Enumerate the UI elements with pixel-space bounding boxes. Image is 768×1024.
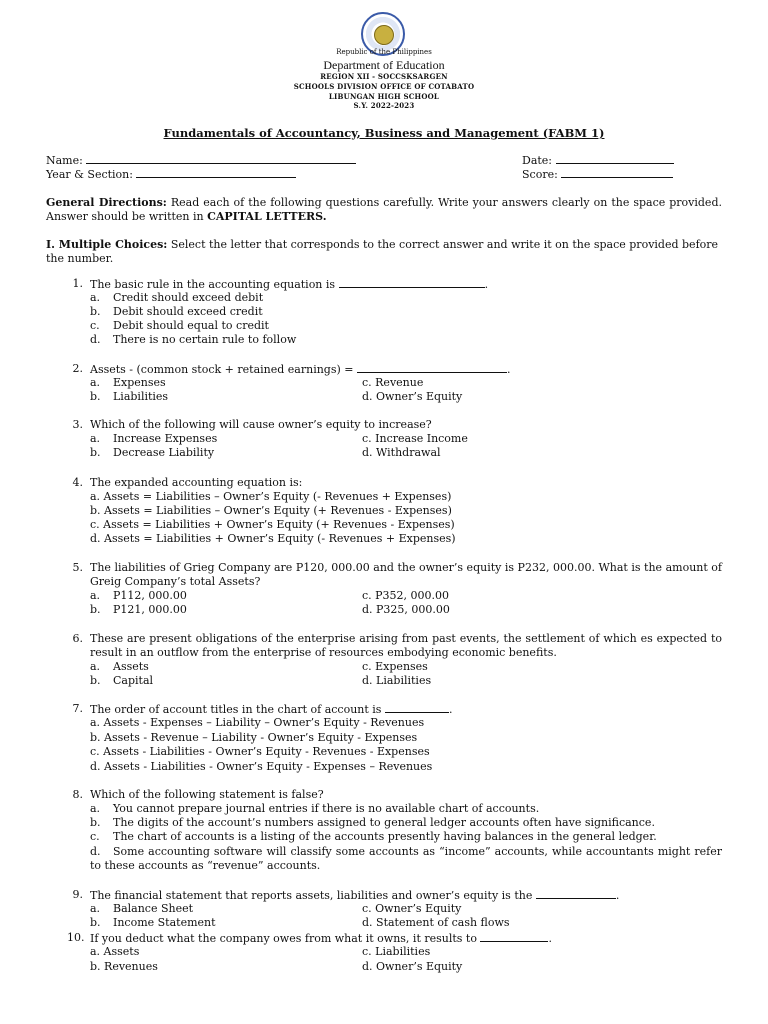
answer-option: d. Statement of cash flows <box>362 916 510 929</box>
answer-option: d. Assets - Liabilities - Owner’s Equity - Expenses – Revenues <box>90 760 433 773</box>
question-number: 4. <box>72 476 83 489</box>
answer-option: b. The digits of the account’s numbers assigned to general ledger accounts often have significance. <box>90 816 655 829</box>
answer-option: a. Assets <box>90 945 140 958</box>
answer-option: c. Liabilities <box>362 945 431 958</box>
question-stem: The financial statement that reports assets, liabilities and owner’s equity is the <box>90 889 533 902</box>
name-field[interactable] <box>46 153 356 167</box>
answer-option: c. Debit should equal to credit <box>90 319 269 332</box>
answer-option: c. Increase Income <box>362 432 468 445</box>
directions-text: Read each of the following questions carefully. Write your answers clearly on the space provided. Answer should be written in <box>46 196 722 223</box>
year-section-label: Year & Section: <box>46 168 133 181</box>
question-text <box>90 418 722 432</box>
general-directions <box>46 196 722 224</box>
answer-option: b. P121, 000.00 <box>90 603 187 616</box>
question-number: 8. <box>72 788 83 801</box>
exam-title: Fundamentals of Accountancy, Business and Management (FABM 1) <box>163 126 605 140</box>
answer-option: d. Assets = Liabilities + Owner’s Equity (- Revenues + Expenses) <box>90 532 456 545</box>
question-text <box>90 931 722 946</box>
directions-emphasis: CAPITAL LETTERS. <box>207 210 327 223</box>
question-stem: The expanded accounting equation is: <box>90 476 303 489</box>
year-section-field[interactable] <box>46 167 296 181</box>
question-number: 2. <box>72 362 83 375</box>
answer-option: a. Increase Expenses <box>90 432 218 445</box>
answer-blank[interactable] <box>480 931 548 942</box>
question-end-punctuation: . <box>506 363 511 376</box>
school-heading: LIBUNGAN HIGH SCHOOL <box>328 92 440 101</box>
answer-option: a. Assets <box>90 660 149 673</box>
question-number: 5. <box>72 561 83 574</box>
question-end-punctuation: . <box>448 703 453 716</box>
question-stem: Assets - (common stock + retained earnings) = <box>90 363 354 376</box>
year-section-blank[interactable] <box>136 167 296 178</box>
answer-option: d. Liabilities <box>362 674 432 687</box>
answer-option: d. Some accounting software will classify some accounts as “income” accounts, while accountants might refer to these accounts as “revenue” accounts. <box>90 845 722 872</box>
answer-option: a. Credit should exceed debit <box>90 291 264 304</box>
question-number: 1. <box>72 277 83 290</box>
answer-blank[interactable] <box>385 702 449 713</box>
section-instructions <box>46 238 722 266</box>
name-blank[interactable] <box>86 153 356 164</box>
question-text <box>90 702 722 717</box>
department-heading: Department of Education <box>323 58 445 72</box>
answer-option: c. Assets - Liabilities - Owner’s Equity - Revenues - Expenses <box>90 745 430 758</box>
answer-option: b. Assets = Liabilities – Owner’s Equity (+ Revenues - Expenses) <box>90 504 452 517</box>
question-stem: These are present obligations of the enterprise arising from past events, the settlement of which es expected to result in an outflow from the enterprise of resources embodying economic benefits. <box>90 632 722 659</box>
answer-option: a. Expenses <box>90 376 166 389</box>
answer-option: b. Assets - Revenue – Liability - Owner’s Equity - Expenses <box>90 731 418 744</box>
answer-option: c. The chart of accounts is a listing of the accounts presently having balances in the general ledger. <box>90 830 657 843</box>
section-text: Select the letter that corresponds to the correct answer and write it on the space provided before the number. <box>46 238 719 265</box>
question-number: 3. <box>72 418 83 431</box>
answer-option: a. You cannot prepare journal entries if there is no available chart of accounts. <box>90 802 540 815</box>
answer-option: a. P112, 000.00 <box>90 589 187 602</box>
answer-option: c. Assets = Liabilities + Owner’s Equity (+ Revenues - Expenses) <box>90 518 455 531</box>
answer-option: d. P325, 000.00 <box>362 603 450 616</box>
question-number: 7. <box>72 702 83 715</box>
question-text <box>90 788 722 802</box>
answer-option: b. Decrease Liability <box>90 446 215 459</box>
question-stem: Which of the following will cause owner’s equity to increase? <box>90 418 432 431</box>
answer-option: d. Withdrawal <box>362 446 441 459</box>
answer-option: c. Expenses <box>362 660 428 673</box>
question-number: 10. <box>67 931 85 944</box>
score-field[interactable] <box>522 167 673 181</box>
school-year-heading: S.Y. 2022-2023 <box>353 101 415 110</box>
question-text <box>90 476 722 490</box>
answer-option: a. Assets - Expenses – Liability – Owner’s Equity - Revenues <box>90 716 425 729</box>
question-stem: The liabilities of Grieg Company are P120, 000.00 and the owner’s equity is P232, 000.00. What is the amount of Greig Company’s total Assets? <box>90 561 722 588</box>
question-stem: Which of the following statement is false? <box>90 788 324 801</box>
answer-option: d. Owner’s Equity <box>362 960 463 973</box>
question-end-punctuation: . <box>548 932 552 945</box>
answer-option: d. There is no certain rule to follow <box>90 333 297 346</box>
section-label: I. Multiple Choices: <box>46 238 168 251</box>
question-stem: The basic rule in the accounting equation is <box>90 278 336 291</box>
answer-option: a. Assets = Liabilities – Owner’s Equity (- Revenues + Expenses) <box>90 490 452 503</box>
answer-blank[interactable] <box>339 277 485 288</box>
question-text <box>90 632 722 660</box>
question-text <box>90 561 722 589</box>
answer-option: b. Debit should exceed credit <box>90 305 263 318</box>
date-label: Date: <box>522 154 553 167</box>
region-heading: REGION XII - SOCCSKSARGEN <box>320 72 448 81</box>
directions-label: General Directions: <box>46 196 167 209</box>
answer-option: c. P352, 000.00 <box>362 589 450 602</box>
answer-blank[interactable] <box>536 888 616 899</box>
question-end-punctuation: . <box>615 889 620 902</box>
date-field[interactable] <box>522 153 674 167</box>
answer-option: c. Revenue <box>362 376 424 389</box>
answer-option: a. Balance Sheet <box>90 902 194 915</box>
question-text <box>90 362 722 377</box>
answer-blank[interactable] <box>357 362 507 373</box>
answer-option: c. Owner’s Equity <box>362 902 462 915</box>
answer-option: b. Income Statement <box>90 916 216 929</box>
score-label: Score: <box>522 168 558 181</box>
republic-heading: Republic of the Philippines <box>336 48 432 56</box>
question-stem: If you deduct what the company owes from what it owns, it results to <box>90 932 477 945</box>
question-number: 9. <box>72 888 83 901</box>
date-blank[interactable] <box>556 153 674 164</box>
answer-option: b. Revenues <box>90 960 158 973</box>
division-heading: SCHOOLS DIVISION OFFICE OF COTABATO <box>293 82 475 91</box>
question-text <box>90 277 722 292</box>
answer-option: d. Owner’s Equity <box>362 390 463 403</box>
score-blank[interactable] <box>561 167 673 178</box>
answer-option: b. Capital <box>90 674 154 687</box>
question-end-punctuation: . <box>484 278 489 291</box>
question-text <box>90 888 722 903</box>
answer-option: b. Liabilities <box>90 390 169 403</box>
question-number: 6. <box>72 632 83 645</box>
name-label: Name: <box>46 154 83 167</box>
question-stem: The order of account titles in the chart of account is <box>90 703 382 716</box>
